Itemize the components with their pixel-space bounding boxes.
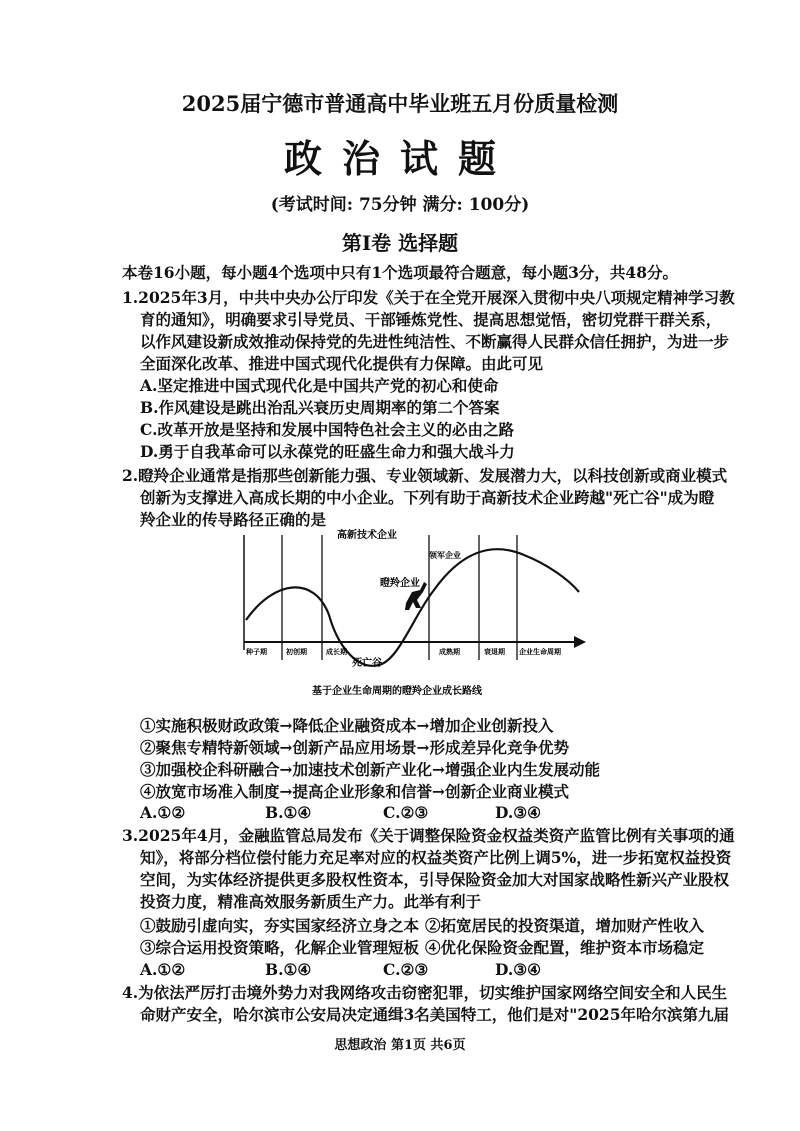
stage-label: 企业生命周期 bbox=[519, 648, 561, 656]
q2-line: 创新为支撑进入高成长期的中小企业。下列有助于高新技术企业跨越"死亡谷"成为瞪 bbox=[140, 488, 715, 507]
q2-line: 羚企业的传导路径正确的是 bbox=[140, 510, 327, 529]
q3-line: 3.2025年4月，金融监管总局发布《关于调整保险资金权益类资产监管比例有关事项的通 bbox=[122, 826, 735, 845]
gazelle-label: 瞪羚企业 bbox=[380, 578, 420, 589]
chart-caption: 基于企业生命周期的瞪羚企业成长路线 bbox=[312, 686, 482, 697]
instructions: 本卷16小题，每小题4个选项中只有1个选项最符合题意，每小题3分，共48分。 bbox=[122, 263, 678, 282]
q2-statement: ④放宽市场准入制度→提高企业形象和信誉→创新企业商业模式 bbox=[140, 782, 569, 801]
page-footer: 思想政治 第1页 共6页 bbox=[334, 1038, 466, 1053]
lifecycle-chart bbox=[234, 520, 594, 700]
stage-label: 成熟期 bbox=[439, 648, 460, 656]
q1-line: 全面深化改革、推进中国式现代化提供有力保障。由此可见 bbox=[140, 354, 544, 373]
q1-line: 1.2025年3月，中共中央办公厅印发《关于在全党开展深入贯彻中央八项规定精神学习教 bbox=[122, 288, 735, 307]
q2-answer-c: C.②③ bbox=[383, 803, 429, 822]
q2-line: 2.瞪羚企业通常是指那些创新能力强、专业领域新、发展潜力大，以科技创新或商业模式 bbox=[122, 466, 728, 485]
q3-line: 空间，为实体经济提供更多股权性资本，引导保险资金加大对国家战略性新兴产业股权 bbox=[140, 870, 730, 889]
q2-answer-b: B.①④ bbox=[265, 803, 312, 822]
q1-option-c: C.改革开放是坚持和发展中国特色社会主义的必由之路 bbox=[140, 420, 514, 439]
q3-statement: ②拓宽居民的投资渠道，增加财产性收入 bbox=[425, 916, 705, 935]
q3-statement: ③综合运用投资策略，化解企业管理短板 bbox=[140, 938, 420, 957]
death-valley-label: 死亡谷 bbox=[352, 658, 382, 669]
stage-label: 衰退期 bbox=[484, 648, 505, 656]
q1-option-b: B.作风建设是跳出治乱兴衰历史周期率的第二个答案 bbox=[140, 398, 500, 417]
q3-answer-d: D.③④ bbox=[495, 960, 542, 979]
q3-line: 知》，将部分档位偿付能力充足率对应的权益类资产比例上调5%，进一步拓宽权益投资 bbox=[140, 848, 732, 867]
leader-label: 领军企业 bbox=[429, 551, 461, 560]
q3-line: 投资力度，精准高效服务新质生产力。此举有利于 bbox=[140, 892, 482, 911]
q3-answer-b: B.①④ bbox=[265, 960, 312, 979]
q3-answer-c: C.②③ bbox=[383, 960, 429, 979]
q2-answer-a: A.①② bbox=[140, 803, 186, 822]
section-title: 第Ⅰ卷 选择题 bbox=[341, 231, 459, 255]
q2-answer-d: D.③④ bbox=[495, 803, 542, 822]
q1-option-a: A.坚定推进中国式现代化是中国共产党的初心和使命 bbox=[140, 376, 499, 395]
q4-line: 4.为依法严厉打击境外势力对我网络攻击窃密犯罪，切实维护国家网络空间安全和人民生 bbox=[122, 983, 728, 1002]
q3-answer-a: A.①② bbox=[140, 960, 186, 979]
stage-label: 成长期 bbox=[326, 648, 347, 656]
x-axis-arrow bbox=[574, 636, 586, 648]
q4-line: 命财产安全，哈尔滨市公安局决定通缉3名美国特工，他们是对"2025年哈尔滨第九届 bbox=[140, 1005, 730, 1024]
stage-label: 种子期 bbox=[246, 648, 267, 656]
top-label: 高新技术企业 bbox=[337, 530, 397, 541]
q1-line: 以作风建设新成效推动保持党的先进性纯洁性、不断赢得人民群众信任拥护，为进一步 bbox=[140, 332, 730, 351]
q3-statement: ①鼓励引虚向实，夯实国家经济立身之本 bbox=[140, 916, 420, 935]
exam-info: (考试时间: 75分钟 满分: 100分) bbox=[270, 195, 530, 215]
q2-statement: ①实施积极财政政策→降低企业融资成本→增加企业创新投入 bbox=[140, 716, 554, 735]
exam-title: 2025届宁德市普通高中毕业班五月份质量检测 bbox=[181, 91, 619, 116]
q3-statement: ④优化保险资金配置，维护资本市场稳定 bbox=[425, 938, 705, 957]
q1-line: 育的通知》，明确要求引导党员、干部锤炼党性、提高思想觉悟，密切党群干群关系， bbox=[140, 310, 722, 329]
lifecycle-chart-svg bbox=[234, 520, 594, 700]
stage-label: 初创期 bbox=[286, 648, 307, 656]
subject-title: 政治试题 bbox=[283, 136, 516, 181]
q1-option-d: D.勇于自我革命可以永葆党的旺盛生命力和强大战斗力 bbox=[140, 442, 515, 461]
q2-statement: ③加强校企科研融合→加速技术创新产业化→增强企业内生发展动能 bbox=[140, 760, 600, 779]
q2-statement: ②聚焦专精特新领域→创新产品应用场景→形成差异化竞争优势 bbox=[140, 738, 569, 757]
